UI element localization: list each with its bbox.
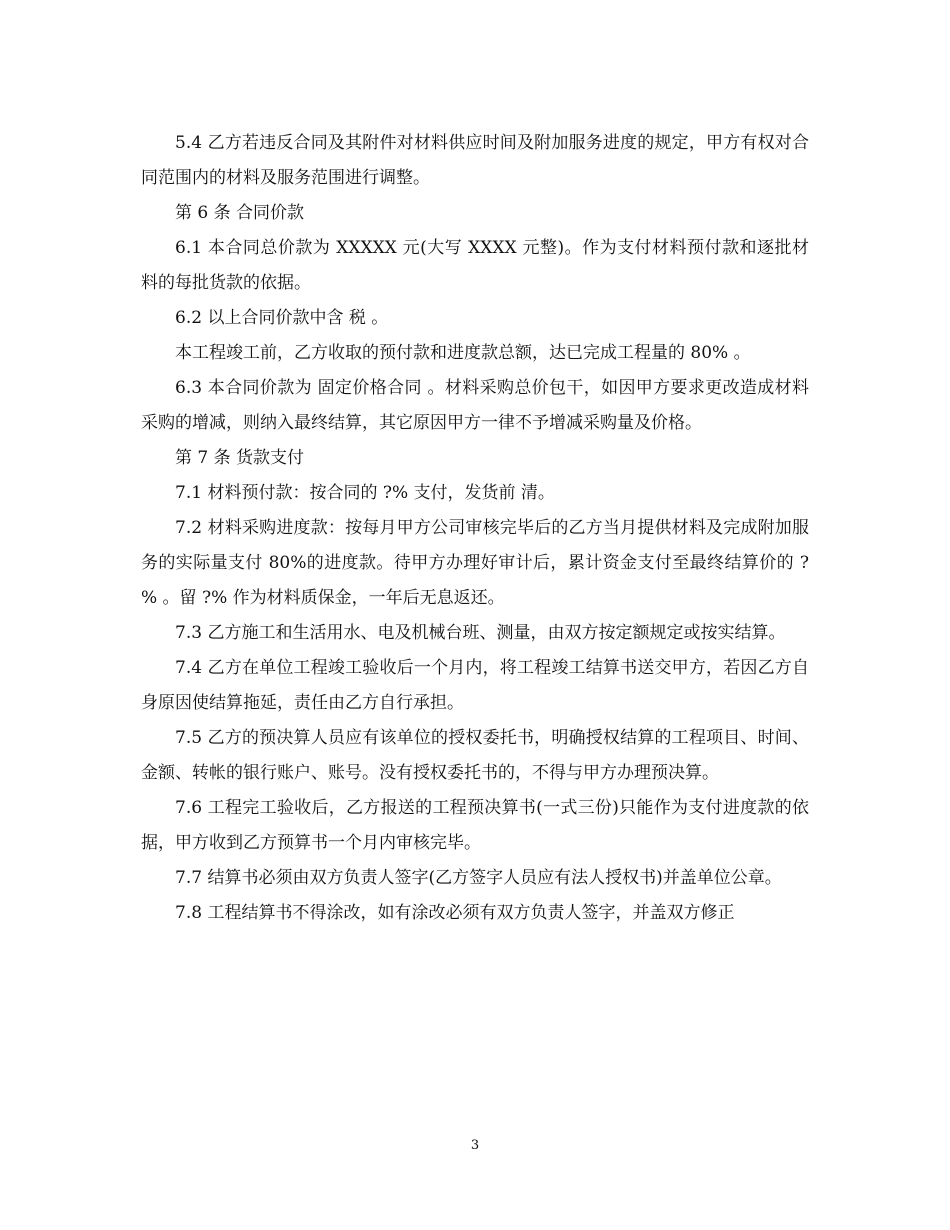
clause-7-2: 7.2 材料采购进度款：按每月甲方公司审核完毕后的乙方当月提供材料及完成附加服务的实际量支付 80%的进度款。待甲方办理好审计后，累计资金支付至最终结算价的 ?% 。留 ?% 作为材料质保金，一年后无息返还。 [141,518,809,608]
document-body [141,126,809,931]
clause-6-3: 6.3 本合同价款为 固定价格合同 。材料采购总价包干，如因甲方要求更改造成材料采购的增减，则纳入最终结算，其它原因甲方一律不予增减采购量及价格。 [141,378,809,433]
clause-6-2-note: 本工程竣工前，乙方收取的预付款和进度款总额，达已完成工程量的 80% 。 [175,343,751,363]
page-number: 3 [470,1138,480,1153]
clause-7-4: 7.4 乙方在单位工程竣工验收后一个月内，将工程竣工结算书送交甲方，若因乙方自身原因使结算拖延，责任由乙方自行承担。 [141,658,809,713]
clause-7-5: 7.5 乙方的预决算人员应有该单位的授权委托书，明确授权结算的工程项目、时间、金额、转帐的银行账户、账号。没有授权委托书的，不得与甲方办理预决算。 [141,728,809,783]
clause-5-4: 5.4 乙方若违反合同及其附件对材料供应时间及附加服务进度的规定，甲方有权对合同范围内的材料及服务范围进行调整。 [141,133,809,188]
clause-7-8: 7.8 工程结算书不得涂改，如有涂改必须有双方负责人签字，并盖双方修正 [175,903,735,923]
clause-7-7: 7.7 结算书必须由双方负责人签字(乙方签字人员应有法人授权书)并盖单位公章。 [175,868,782,888]
clause-6-1: 6.1 本合同总价款为 XXXXX 元(大写 XXXX 元整)。作为支付材料预付款和逐批材料的每批货款的依据。 [141,238,809,293]
clause-7-1: 7.1 材料预付款：按合同的 ?% 支付，发货前 清。 [175,483,555,503]
clause-7-6: 7.6 工程完工验收后，乙方报送的工程预决算书(一式三份)只能作为支付进度款的依据，甲方收到乙方预算书一个月内审核完毕。 [141,798,809,853]
clause-7-3: 7.3 乙方施工和生活用水、电及机械台班、测量，由双方按定额规定或按实结算。 [175,623,786,643]
article-7-heading: 第 7 条 货款支付 [175,448,305,468]
clause-6-2: 6.2 以上合同价款中含 税 。 [175,308,389,328]
article-6-heading: 第 6 条 合同价款 [175,203,305,223]
